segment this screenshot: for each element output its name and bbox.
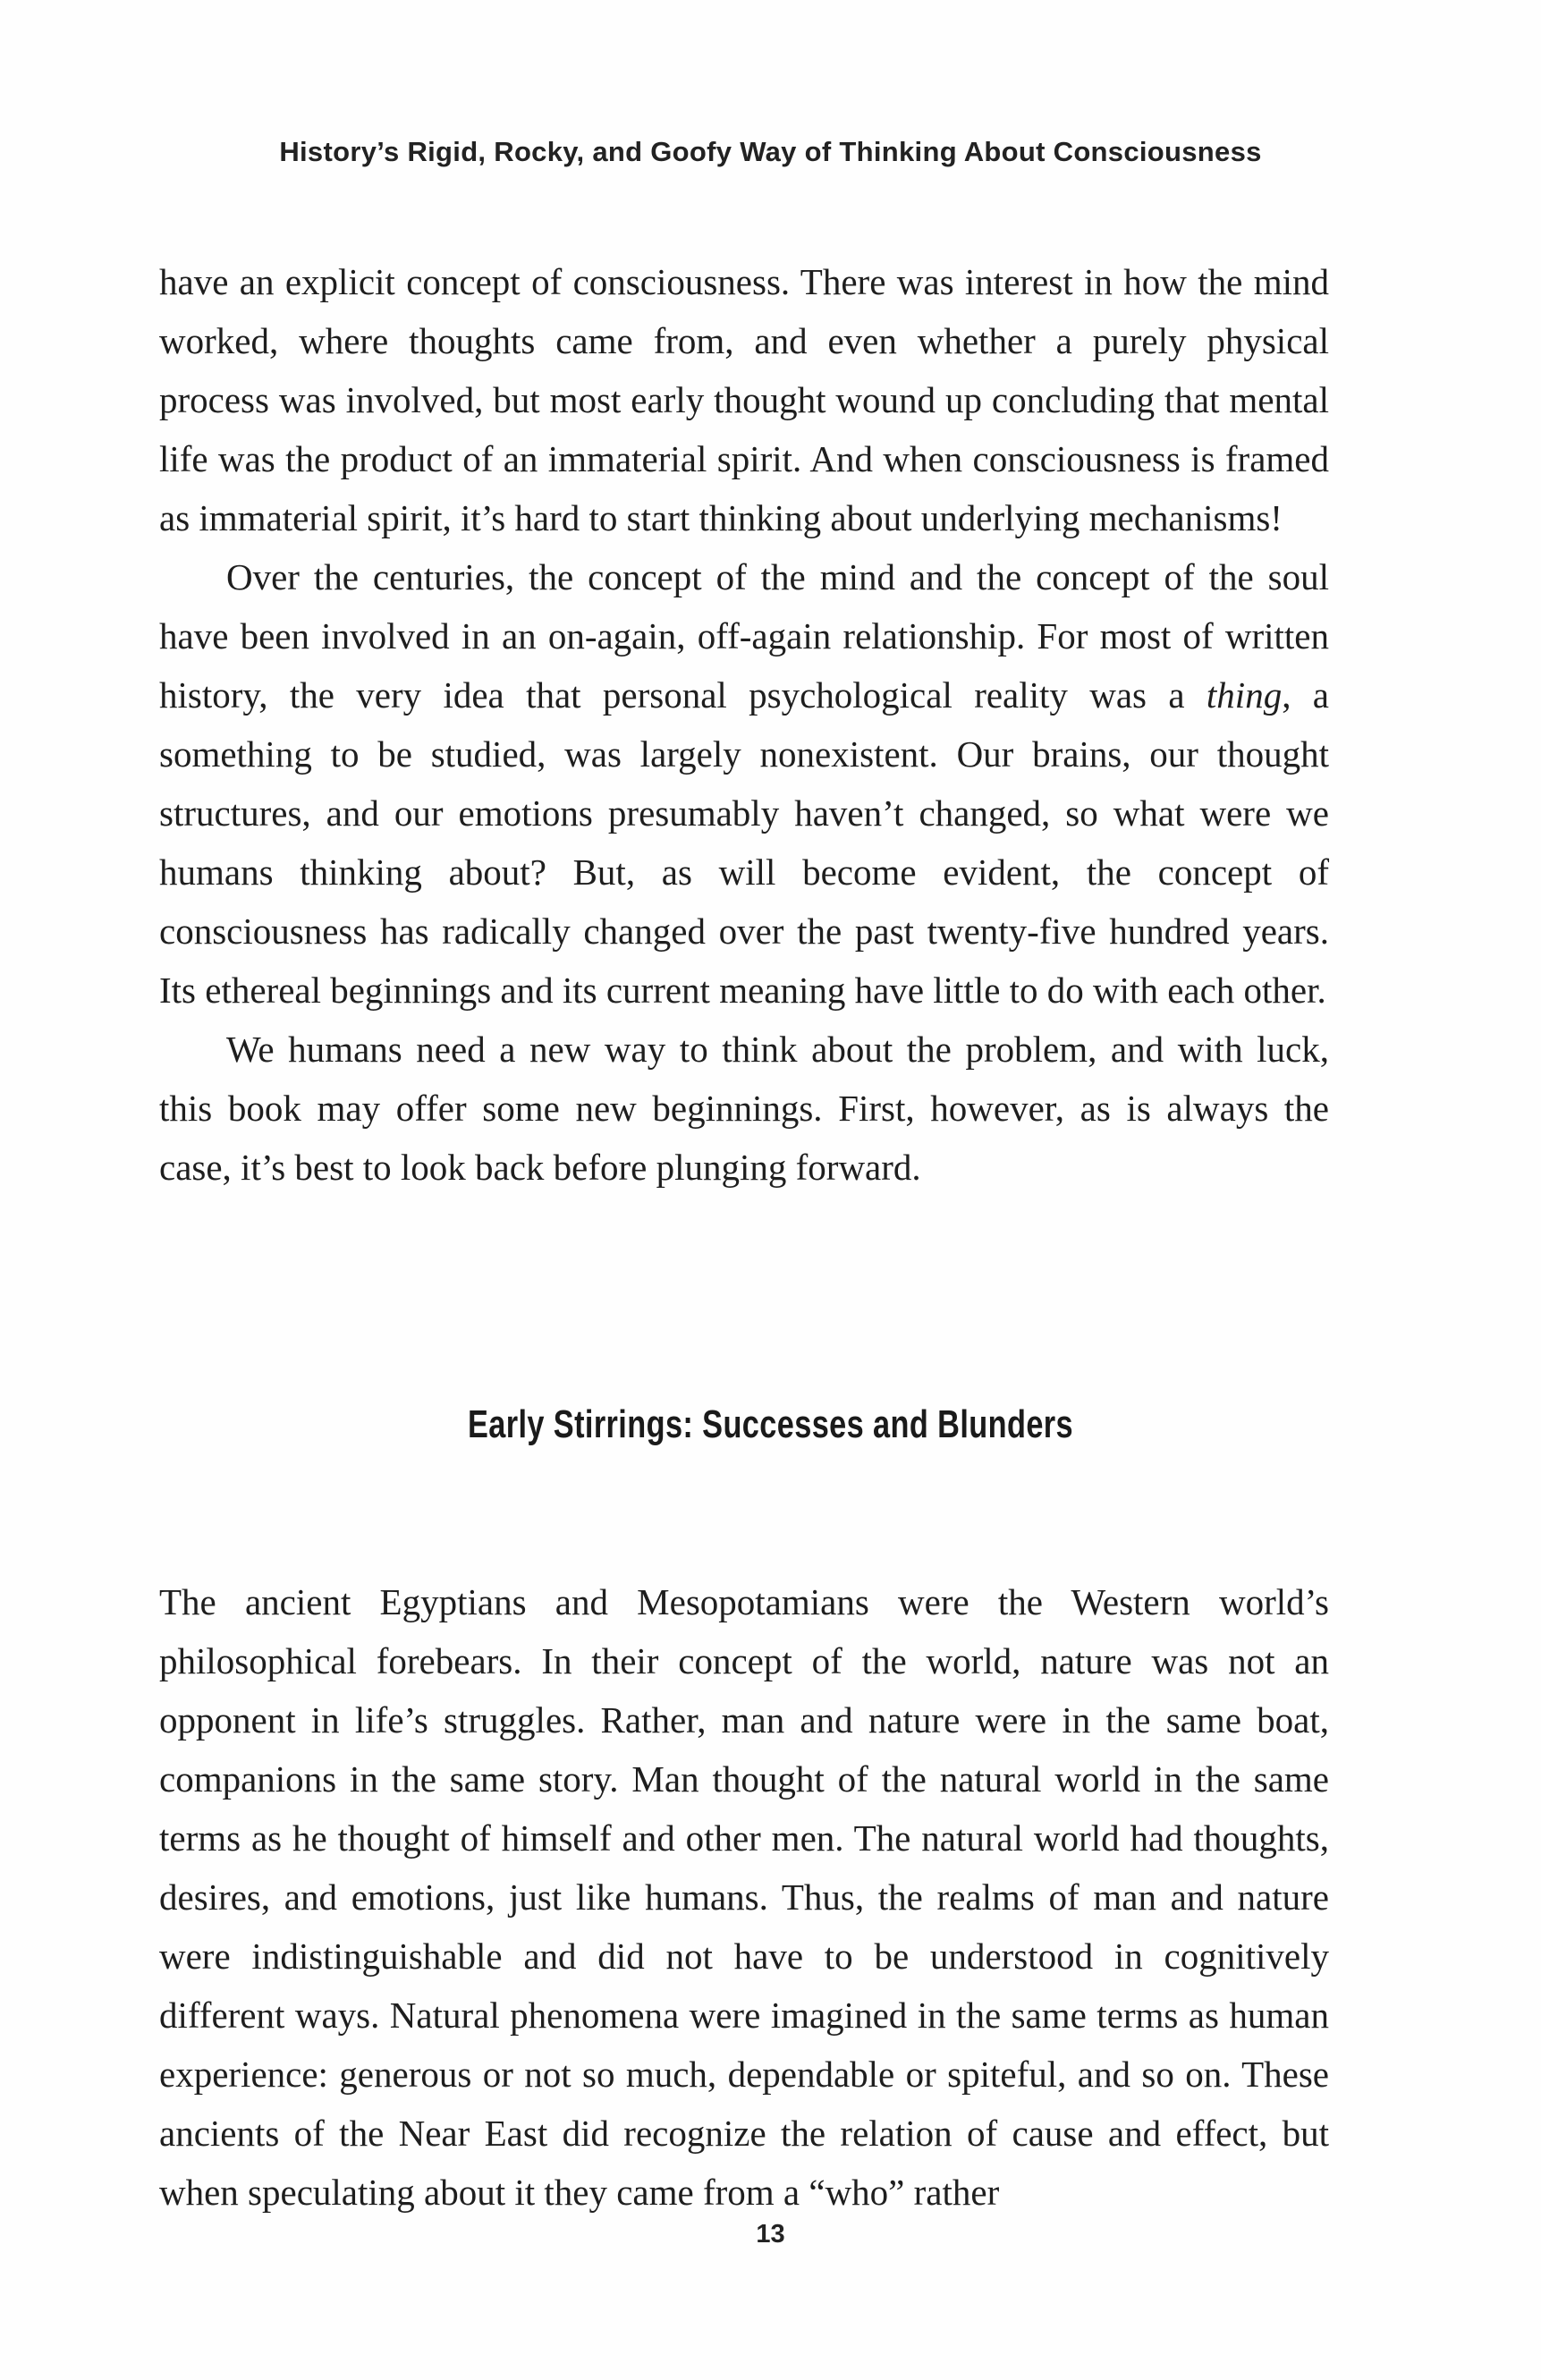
paragraph-continued: have an explicit concept of consciousness. There was interest in how the mind worked, where thoughts came from, and even whether a purely physical process was involved, but most early thought wound up concluding that mental life was the product of an immaterial spirit. And when consciousness is framed as immaterial spirit, it’s hard to start thinking about underlying mechanisms! bbox=[159, 261, 1329, 538]
paragraph-text: Over the centuries, the concept of the mind and the concept of the soul have been involved in an on-again, off-again relationship. For most of written history, the very idea that personal psychological reality was a bbox=[159, 556, 1329, 716]
section-body-text bbox=[159, 1572, 1329, 2222]
emphasized-word: thing bbox=[1206, 674, 1283, 716]
paragraph bbox=[159, 547, 1329, 1020]
paragraph: The ancient Egyptians and Mesopotamians were the Western world’s philosophical forebears. In their concept of the world, nature was not an opponent in life’s struggles. Rather, man and nature were in the same boat, companions in the same story. Man thought of the natural world in the same terms as he thought of himself and other men. The natural world had thoughts, desires, and emotions, just like humans. Thus, the realms of man and nature were indistinguishable and did not have to be understood in cognitively different ways. Natural phenomena were imagined in the same terms as human experience: generous or not so much, dependable or spiteful, and so on. These ancients of the Near East did recognize the relation of cause and effect, but when speculating about it they came from a “who” rather bbox=[159, 1581, 1329, 2213]
running-header: History’s Rigid, Rocky, and Goofy Way of Thinking About Consciousness bbox=[279, 136, 1262, 167]
body-text-block bbox=[159, 252, 1329, 1197]
paragraph: We humans need a new way to think about the problem, and with luck, this book may offer some new beginnings. First, however, as is always the case, it’s best to look back before plunging forward. bbox=[159, 1029, 1329, 1188]
paragraph-text: , a something to be studied, was largely nonexistent. Our brains, our thought structures, and our emotions presumably haven’t changed, so what were we humans thinking about? But, as will become evident, the concept of consciousness has radically changed over the past twenty-five hundred years. Its ethereal beginnings and its current meaning have little to do with each other. bbox=[159, 674, 1329, 1011]
section-heading: Early Stirrings: Successes and Blunders bbox=[467, 1402, 1074, 1446]
page-number: 13 bbox=[756, 2220, 785, 2249]
